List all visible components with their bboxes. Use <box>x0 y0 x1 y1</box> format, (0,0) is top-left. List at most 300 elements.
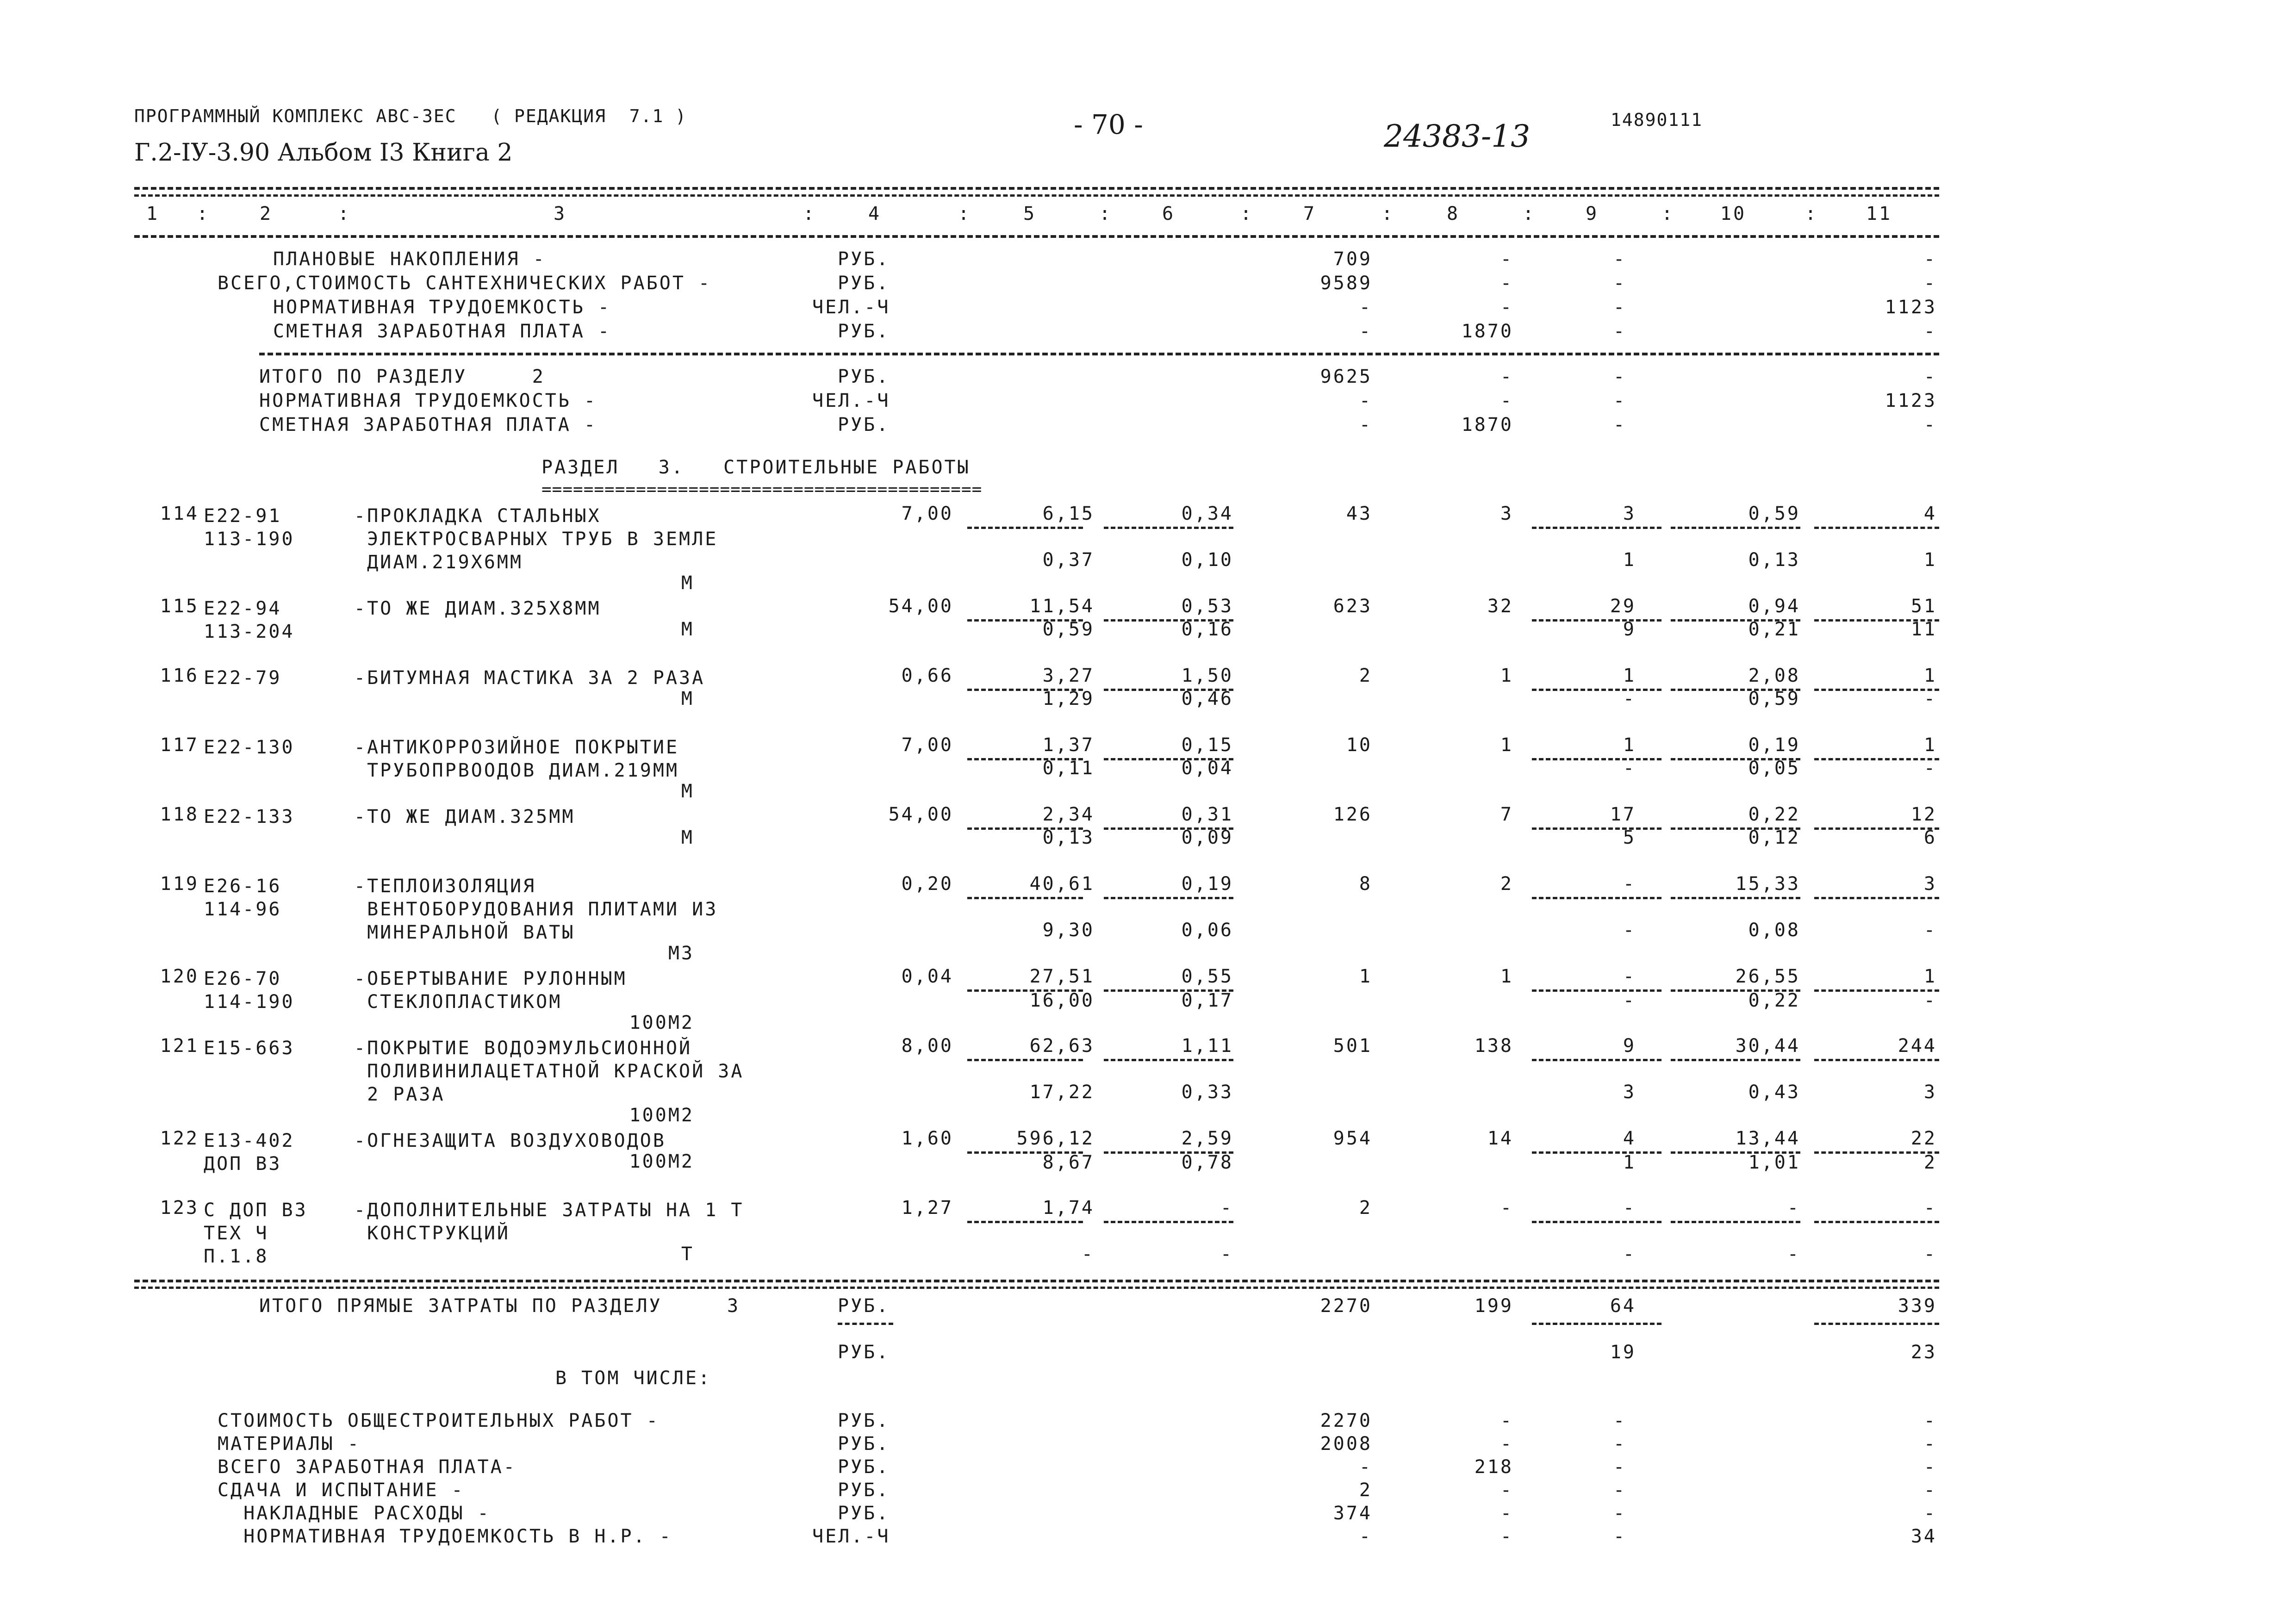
item-wage-cost: 1,11 <box>1181 1035 1233 1057</box>
summary-col8: - <box>1500 297 1513 318</box>
total-col9-2: 19 <box>1610 1342 1636 1363</box>
section2-total-col11: - <box>1923 366 1937 387</box>
item-total: 1 <box>1359 966 1372 987</box>
item-wage-total: 1 <box>1500 665 1513 686</box>
document-code: 14890111 <box>1611 110 1703 130</box>
item-description: -ТО ЖЕ ДИАМ.325ММ <box>354 806 575 827</box>
item-wage-total: 3 <box>1500 503 1513 524</box>
cell-rule <box>1814 1059 1939 1061</box>
breakdown-label: СДАЧА И ИСПЫТАНИЕ - <box>218 1480 465 1501</box>
item-total: 10 <box>1346 734 1372 756</box>
total-label: ИТОГО ПРЯМЫЕ ЗАТРАТЫ ПО РАЗДЕЛУ 3 <box>259 1295 740 1317</box>
cell-rule <box>1671 1059 1800 1061</box>
breakdown-col8: - <box>1500 1503 1513 1524</box>
column-number: 1 <box>146 203 160 224</box>
item-number: 114 <box>160 503 199 524</box>
item-unit-cost-2: 16,00 <box>1029 990 1095 1011</box>
section2-total-col9: - <box>1613 366 1627 387</box>
item-wage-cost: - <box>1220 1197 1233 1219</box>
column-number: 10 <box>1720 203 1747 224</box>
item-machine: - <box>1623 1197 1636 1219</box>
breakdown-label: ВСЕГО ЗАРАБОТНАЯ ПЛАТА- <box>218 1456 516 1478</box>
column-separator: : <box>958 203 971 224</box>
item-total: 954 <box>1333 1128 1372 1149</box>
section2-total-unit: ЧЕЛ.-Ч <box>812 390 890 411</box>
total-col7: 2270 <box>1320 1295 1372 1317</box>
total-rule <box>1814 1323 1939 1325</box>
item-code: Е22-79 <box>204 667 282 689</box>
item-machine-2: - <box>1623 1244 1636 1265</box>
item-wage-cost-2: 0,09 <box>1181 827 1233 848</box>
item-machine: 17 <box>1610 804 1636 825</box>
page-number: - 70 - <box>1074 109 1143 140</box>
item-labor-total: 22 <box>1910 1128 1937 1149</box>
breakdown-unit: РУБ. <box>838 1480 890 1501</box>
summary-col11: - <box>1923 321 1937 342</box>
total-unit-2: РУБ. <box>838 1342 890 1363</box>
breakdown-unit: РУБ. <box>838 1503 890 1524</box>
document-number: 24383-13 <box>1384 118 1531 154</box>
breakdown-col9: - <box>1613 1433 1627 1455</box>
item-unit-cost: 11,54 <box>1029 596 1095 617</box>
section2-total-col7: - <box>1359 414 1372 435</box>
summary-col9: - <box>1613 321 1627 342</box>
column-separator: : <box>338 203 351 224</box>
breakdown-unit: РУБ. <box>838 1433 890 1455</box>
item-wage-cost-2: 0,46 <box>1181 688 1233 709</box>
section2-rule <box>259 353 1939 355</box>
breakdown-col8: - <box>1500 1526 1513 1547</box>
summary-unit: РУБ. <box>838 249 890 270</box>
item-wage-total: 138 <box>1474 1035 1513 1057</box>
cell-rule <box>1104 1059 1233 1061</box>
column-separator: : <box>1240 203 1254 224</box>
item-wage-cost-2: 0,04 <box>1181 758 1233 779</box>
breakdown-col7: 2 <box>1359 1480 1372 1501</box>
summary-col7: - <box>1359 297 1372 318</box>
item-wage-cost-2: 0,10 <box>1181 549 1233 571</box>
column-number: 8 <box>1446 203 1460 224</box>
column-separator: : <box>197 203 210 224</box>
item-labor-2: 1,01 <box>1748 1152 1800 1173</box>
header-rule-top <box>134 187 1939 190</box>
breakdown-unit: РУБ. <box>838 1456 890 1478</box>
breakdown-col7: 2270 <box>1320 1410 1372 1431</box>
item-total: 2 <box>1359 1197 1372 1219</box>
breakdown-label: НАКЛАДНЫЕ РАСХОДЫ - <box>218 1503 491 1524</box>
item-wage-cost: 0,19 <box>1181 873 1233 895</box>
item-unit-cost-2: 9,30 <box>1042 920 1095 941</box>
item-machine: 29 <box>1610 596 1636 617</box>
item-wage-total: - <box>1500 1197 1513 1219</box>
item-unit-cost: 596,12 <box>1016 1128 1095 1149</box>
column-separator: : <box>1099 203 1113 224</box>
column-number: 6 <box>1162 203 1176 224</box>
column-number: 5 <box>1023 203 1037 224</box>
item-labor-2: - <box>1787 1244 1800 1265</box>
cell-rule <box>1814 1221 1939 1223</box>
item-labor-2: 0,21 <box>1748 619 1800 640</box>
item-machine: 3 <box>1623 503 1636 524</box>
item-code: Е22-133 <box>204 806 295 827</box>
cell-rule <box>1671 527 1800 529</box>
item-machine: 1 <box>1623 665 1636 686</box>
item-number: 121 <box>160 1035 199 1057</box>
item-description: -АНТИКОРРОЗИЙНОЕ ПОКРЫТИЕ ТРУБОПРВООДОВ ДИАМ.219ММ <box>354 737 679 781</box>
item-total: 8 <box>1359 873 1372 895</box>
item-labor-total: - <box>1923 1197 1937 1219</box>
cell-rule <box>1671 1221 1800 1223</box>
item-machine-2: - <box>1623 758 1636 779</box>
item-machine: 9 <box>1623 1035 1636 1057</box>
item-labor-2: 0,08 <box>1748 920 1800 941</box>
item-quantity: 54,00 <box>888 596 953 617</box>
summary-label: ПЛАНОВЫЕ НАКОПЛЕНИЯ - <box>273 249 546 270</box>
item-labor-total: 4 <box>1923 503 1937 524</box>
column-separator: : <box>1381 203 1395 224</box>
breakdown-label: НОРМАТИВНАЯ ТРУДОЕМКОСТЬ В Н.Р. - <box>218 1526 672 1547</box>
item-number: 118 <box>160 804 199 825</box>
breakdown-label: МАТЕРИАЛЫ - <box>218 1433 361 1455</box>
cell-rule <box>1104 897 1233 899</box>
item-quantity: 1,60 <box>901 1128 953 1149</box>
item-description: -ОБЕРТЫВАНИЕ РУЛОННЫМ СТЕКЛОПЛАСТИКОМ <box>354 968 627 1013</box>
item-labor-2: 0,22 <box>1748 990 1800 1011</box>
header-rule-bottom <box>134 235 1939 238</box>
item-labor: 0,19 <box>1748 734 1800 756</box>
item-wage-cost-2: 0,06 <box>1181 920 1233 941</box>
cell-rule <box>967 897 1083 899</box>
summary-col8: 1870 <box>1461 321 1513 342</box>
summary-col11: - <box>1923 249 1937 270</box>
item-quantity: 1,27 <box>901 1197 953 1219</box>
item-unit-cost: 1,37 <box>1042 734 1095 756</box>
item-labor: 0,94 <box>1748 596 1800 617</box>
section2-total-unit: РУБ. <box>838 366 890 387</box>
summary-col7: 9589 <box>1320 273 1372 294</box>
section2-total-col7: 9625 <box>1320 366 1372 387</box>
item-code: Е26-70 114-190 <box>204 968 295 1013</box>
item-machine: - <box>1623 966 1636 987</box>
item-labor-total: 244 <box>1898 1035 1937 1057</box>
item-number: 122 <box>160 1128 199 1149</box>
item-labor: 26,55 <box>1735 966 1800 987</box>
cell-rule <box>1814 527 1939 529</box>
album-reference: Г.2-IУ-3.90 Альбом I3 Книга 2 <box>134 139 513 167</box>
item-machine-2: 1 <box>1623 1152 1636 1173</box>
breakdown-col11: - <box>1923 1410 1937 1431</box>
total-unit-rule <box>838 1323 893 1325</box>
item-unit-cost-2: 1,29 <box>1042 688 1095 709</box>
item-machine: - <box>1623 873 1636 895</box>
summary-label: ВСЕГО,СТОИМОСТЬ САНТЕХНИЧЕСКИХ РАБОТ - <box>218 273 712 294</box>
item-quantity: 54,00 <box>888 804 953 825</box>
item-labor-total: 1 <box>1923 734 1937 756</box>
item-description: -ПРОКЛАДКА СТАЛЬНЫХ ЭЛЕКТРОСВАРНЫХ ТРУБ В ЗЕМЛЕ ДИАМ.219Х6ММ <box>354 505 718 573</box>
item-total: 501 <box>1333 1035 1372 1057</box>
breakdown-col7: - <box>1359 1456 1372 1478</box>
item-wage-cost: 0,31 <box>1181 804 1233 825</box>
item-labor: 15,33 <box>1735 873 1800 895</box>
item-machine-2: - <box>1623 920 1636 941</box>
item-wage-cost-2: 0,17 <box>1181 990 1233 1011</box>
cell-rule <box>1814 897 1939 899</box>
item-wage-total: 14 <box>1487 1128 1513 1149</box>
cell-rule <box>967 1059 1083 1061</box>
column-separator: : <box>1805 203 1818 224</box>
section2-total-label: СМЕТНАЯ ЗАРАБОТНАЯ ПЛАТА - <box>259 414 597 435</box>
item-code: Е22-130 <box>204 737 295 758</box>
item-unit: М <box>681 572 694 594</box>
breakdown-col9: - <box>1613 1480 1627 1501</box>
breakdown-col9: - <box>1613 1456 1627 1478</box>
item-wage-cost: 0,53 <box>1181 596 1233 617</box>
item-code: С ДОП В3 ТЕХ Ч П.1.8 <box>204 1200 308 1267</box>
item-unit: М <box>681 827 694 848</box>
item-labor-total: 12 <box>1910 804 1937 825</box>
section2-total-col9: - <box>1613 414 1627 435</box>
section3-underline: ========================================== <box>541 480 983 499</box>
item-wage-cost: 0,34 <box>1181 503 1233 524</box>
section2-total-col8: - <box>1500 390 1513 411</box>
item-unit: М <box>681 688 694 709</box>
item-unit-cost: 27,51 <box>1029 966 1095 987</box>
item-labor-total-2: 1 <box>1923 549 1937 571</box>
column-number: 9 <box>1585 203 1599 224</box>
item-wage-total: 2 <box>1500 873 1513 895</box>
section2-total-label: ИТОГО ПО РАЗДЕЛУ 2 <box>259 366 545 387</box>
item-unit-cost-2: 8,67 <box>1042 1152 1095 1173</box>
summary-label: СМЕТНАЯ ЗАРАБОТНАЯ ПЛАТА - <box>273 321 611 342</box>
item-unit-cost-2: 0,37 <box>1042 549 1095 571</box>
section3-title: РАЗДЕЛ 3. СТРОИТЕЛЬНЫЕ РАБОТЫ <box>541 457 971 478</box>
cell-rule <box>1671 897 1800 899</box>
item-code: Е22-94 113-204 <box>204 598 295 642</box>
breakdown-col8: 218 <box>1474 1456 1513 1478</box>
breakdown-label: СТОИМОСТЬ ОБЩЕСТРОИТЕЛЬНЫХ РАБОТ - <box>218 1410 660 1431</box>
breakdown-col11: - <box>1923 1433 1937 1455</box>
breakdown-col7: 2008 <box>1320 1433 1372 1455</box>
summary-unit: ЧЕЛ.-Ч <box>812 297 890 318</box>
item-labor: 13,44 <box>1735 1128 1800 1149</box>
item-unit: 100М2 <box>629 1105 694 1126</box>
summary-col11: - <box>1923 273 1937 294</box>
summary-col7: - <box>1359 321 1372 342</box>
item-unit-cost: 2,34 <box>1042 804 1095 825</box>
breakdown-unit: ЧЕЛ.-Ч <box>812 1526 890 1547</box>
breakdown-col11: - <box>1923 1503 1937 1524</box>
breakdown-col11: - <box>1923 1480 1937 1501</box>
item-unit: М3 <box>668 943 694 964</box>
item-labor: 0,59 <box>1748 503 1800 524</box>
item-unit: Т <box>681 1244 694 1265</box>
item-wage-cost-2: 0,16 <box>1181 619 1233 640</box>
item-labor-total: 1 <box>1923 966 1937 987</box>
item-number: 123 <box>160 1197 199 1219</box>
column-number: 3 <box>553 203 567 224</box>
summary-col8: - <box>1500 249 1513 270</box>
summary-col11: 1123 <box>1885 297 1937 318</box>
item-machine-2: 1 <box>1623 549 1636 571</box>
item-labor: 0,22 <box>1748 804 1800 825</box>
item-labor-total-2: - <box>1923 990 1937 1011</box>
item-wage-cost-2: 0,78 <box>1181 1152 1233 1173</box>
item-unit-cost-2: - <box>1081 1244 1095 1265</box>
program-title: ПРОГРАММНЫЙ КОМПЛЕКС АВС-3ЕС ( РЕДАКЦИЯ 7.1 ) <box>134 106 687 126</box>
item-labor: - <box>1787 1197 1800 1219</box>
item-unit-cost: 62,63 <box>1029 1035 1095 1057</box>
item-labor: 2,08 <box>1748 665 1800 686</box>
section2-total-col11: - <box>1923 414 1937 435</box>
total-col9: 64 <box>1610 1295 1636 1317</box>
total-rule-top <box>134 1280 1939 1282</box>
item-machine-2: - <box>1623 688 1636 709</box>
section2-total-col7: - <box>1359 390 1372 411</box>
breakdown-col11: 34 <box>1910 1526 1937 1547</box>
item-labor-total-2: - <box>1923 1244 1937 1265</box>
item-code: Е13-402 ДОП В3 <box>204 1130 295 1175</box>
item-labor-2: 0,12 <box>1748 827 1800 848</box>
total-col8: 199 <box>1474 1295 1513 1317</box>
item-labor-total: 1 <box>1923 665 1937 686</box>
item-quantity: 0,04 <box>901 966 953 987</box>
item-labor-total-2: - <box>1923 758 1937 779</box>
cell-rule <box>1532 527 1661 529</box>
summary-label: НОРМАТИВНАЯ ТРУДОЕМКОСТЬ - <box>273 297 611 318</box>
column-separator: : <box>803 203 816 224</box>
item-unit: М <box>681 619 694 640</box>
section2-total-unit: РУБ. <box>838 414 890 435</box>
item-unit-cost-2: 0,11 <box>1042 758 1095 779</box>
total-col11: 339 <box>1898 1295 1937 1317</box>
section2-total-label: НОРМАТИВНАЯ ТРУДОЕМКОСТЬ - <box>259 390 597 411</box>
cell-rule <box>1532 1059 1661 1061</box>
item-wage-total: 32 <box>1487 596 1513 617</box>
item-code: Е15-663 <box>204 1038 295 1059</box>
item-machine-2: - <box>1623 990 1636 1011</box>
summary-col9: - <box>1613 297 1627 318</box>
item-unit-cost: 40,61 <box>1029 873 1095 895</box>
item-unit-cost: 1,74 <box>1042 1197 1095 1219</box>
item-description: -ПОКРЫТИЕ ВОДОЭМУЛЬСИОННОЙ ПОЛИВИНИЛАЦЕТАТНОЙ КРАСКОЙ ЗА 2 РАЗА <box>354 1038 744 1105</box>
breakdown-col11: - <box>1923 1456 1937 1478</box>
item-labor-total-2: - <box>1923 920 1937 941</box>
cell-rule <box>1104 1221 1233 1223</box>
item-labor-total: 3 <box>1923 873 1937 895</box>
section2-total-col11: 1123 <box>1885 390 1937 411</box>
item-number: 120 <box>160 966 199 987</box>
total-rule <box>1532 1323 1661 1325</box>
breakdown-unit: РУБ. <box>838 1410 890 1431</box>
item-description: -ДОПОЛНИТЕЛЬНЫЕ ЗАТРАТЫ НА 1 Т КОНСТРУКЦИЙ <box>354 1200 744 1244</box>
total-unit: РУБ. <box>838 1295 890 1317</box>
item-machine: 4 <box>1623 1128 1636 1149</box>
item-wage-total: 1 <box>1500 734 1513 756</box>
item-total: 43 <box>1346 503 1372 524</box>
item-number: 115 <box>160 596 199 617</box>
item-labor-2: 0,43 <box>1748 1082 1800 1103</box>
column-number: 4 <box>868 203 882 224</box>
item-labor: 30,44 <box>1735 1035 1800 1057</box>
item-wage-cost: 2,59 <box>1181 1128 1233 1149</box>
item-machine-2: 3 <box>1623 1082 1636 1103</box>
section2-total-col8: - <box>1500 366 1513 387</box>
item-description: -ОГНЕЗАЩИТА ВОЗДУХОВОДОВ <box>354 1130 666 1151</box>
breakdown-col8: - <box>1500 1433 1513 1455</box>
cell-rule <box>1104 527 1233 529</box>
section2-total-col8: 1870 <box>1461 414 1513 435</box>
summary-unit: РУБ. <box>838 321 890 342</box>
item-labor-2: 0,13 <box>1748 549 1800 571</box>
breakdown-col8: - <box>1500 1480 1513 1501</box>
column-number: 11 <box>1866 203 1892 224</box>
breakdown-col7: - <box>1359 1526 1372 1547</box>
item-wage-cost-2: - <box>1220 1244 1233 1265</box>
item-code: Е22-91 113-190 <box>204 505 295 550</box>
item-number: 116 <box>160 665 199 686</box>
item-labor-total-2: 11 <box>1910 619 1937 640</box>
column-number: 2 <box>259 203 273 224</box>
item-quantity: 7,00 <box>901 503 953 524</box>
item-number: 117 <box>160 734 199 756</box>
item-unit-cost-2: 17,22 <box>1029 1082 1095 1103</box>
item-description: -БИТУМНАЯ МАСТИКА ЗА 2 РАЗА <box>354 667 705 689</box>
item-wage-cost-2: 0,33 <box>1181 1082 1233 1103</box>
item-labor-total: 51 <box>1910 596 1937 617</box>
cell-rule <box>1532 1221 1661 1223</box>
cell-rule <box>1532 897 1661 899</box>
item-machine: 1 <box>1623 734 1636 756</box>
item-unit: 100М2 <box>629 1151 694 1172</box>
item-description: -ТЕПЛОИЗОЛЯЦИЯ ВЕНТОБОРУДОВАНИЯ ПЛИТАМИ ИЗ МИНЕРАЛЬНОЙ ВАТЫ <box>354 876 718 943</box>
item-labor-total-2: - <box>1923 688 1937 709</box>
item-description: -ТО ЖЕ ДИАМ.325Х8ММ <box>354 598 601 619</box>
header-rule-top-2 <box>134 194 1939 197</box>
item-labor-2: 0,05 <box>1748 758 1800 779</box>
item-machine-2: 5 <box>1623 827 1636 848</box>
total-rule-top-2 <box>134 1287 1939 1289</box>
breakdown-col9: - <box>1613 1410 1627 1431</box>
including-label: В ТОМ ЧИСЛЕ: <box>555 1368 711 1389</box>
column-separator: : <box>1661 203 1675 224</box>
cell-rule <box>967 527 1083 529</box>
item-quantity: 0,66 <box>901 665 953 686</box>
item-labor-total-2: 2 <box>1923 1152 1937 1173</box>
cell-rule <box>967 1221 1083 1223</box>
total-col11-2: 23 <box>1910 1342 1937 1363</box>
section2-total-col9: - <box>1613 390 1627 411</box>
item-total: 2 <box>1359 665 1372 686</box>
item-wage-total: 7 <box>1500 804 1513 825</box>
breakdown-col8: - <box>1500 1410 1513 1431</box>
summary-col8: - <box>1500 273 1513 294</box>
breakdown-col9: - <box>1613 1526 1627 1547</box>
item-unit: М <box>681 781 694 802</box>
column-number: 7 <box>1303 203 1317 224</box>
item-quantity: 0,20 <box>901 873 953 895</box>
item-labor-total-2: 6 <box>1923 827 1937 848</box>
item-machine-2: 9 <box>1623 619 1636 640</box>
item-unit: 100М2 <box>629 1012 694 1033</box>
item-unit-cost: 3,27 <box>1042 665 1095 686</box>
item-number: 119 <box>160 873 199 895</box>
item-wage-cost: 1,50 <box>1181 665 1233 686</box>
item-quantity: 7,00 <box>901 734 953 756</box>
summary-col9: - <box>1613 249 1627 270</box>
item-total: 623 <box>1333 596 1372 617</box>
item-wage-cost: 0,55 <box>1181 966 1233 987</box>
item-total: 126 <box>1333 804 1372 825</box>
